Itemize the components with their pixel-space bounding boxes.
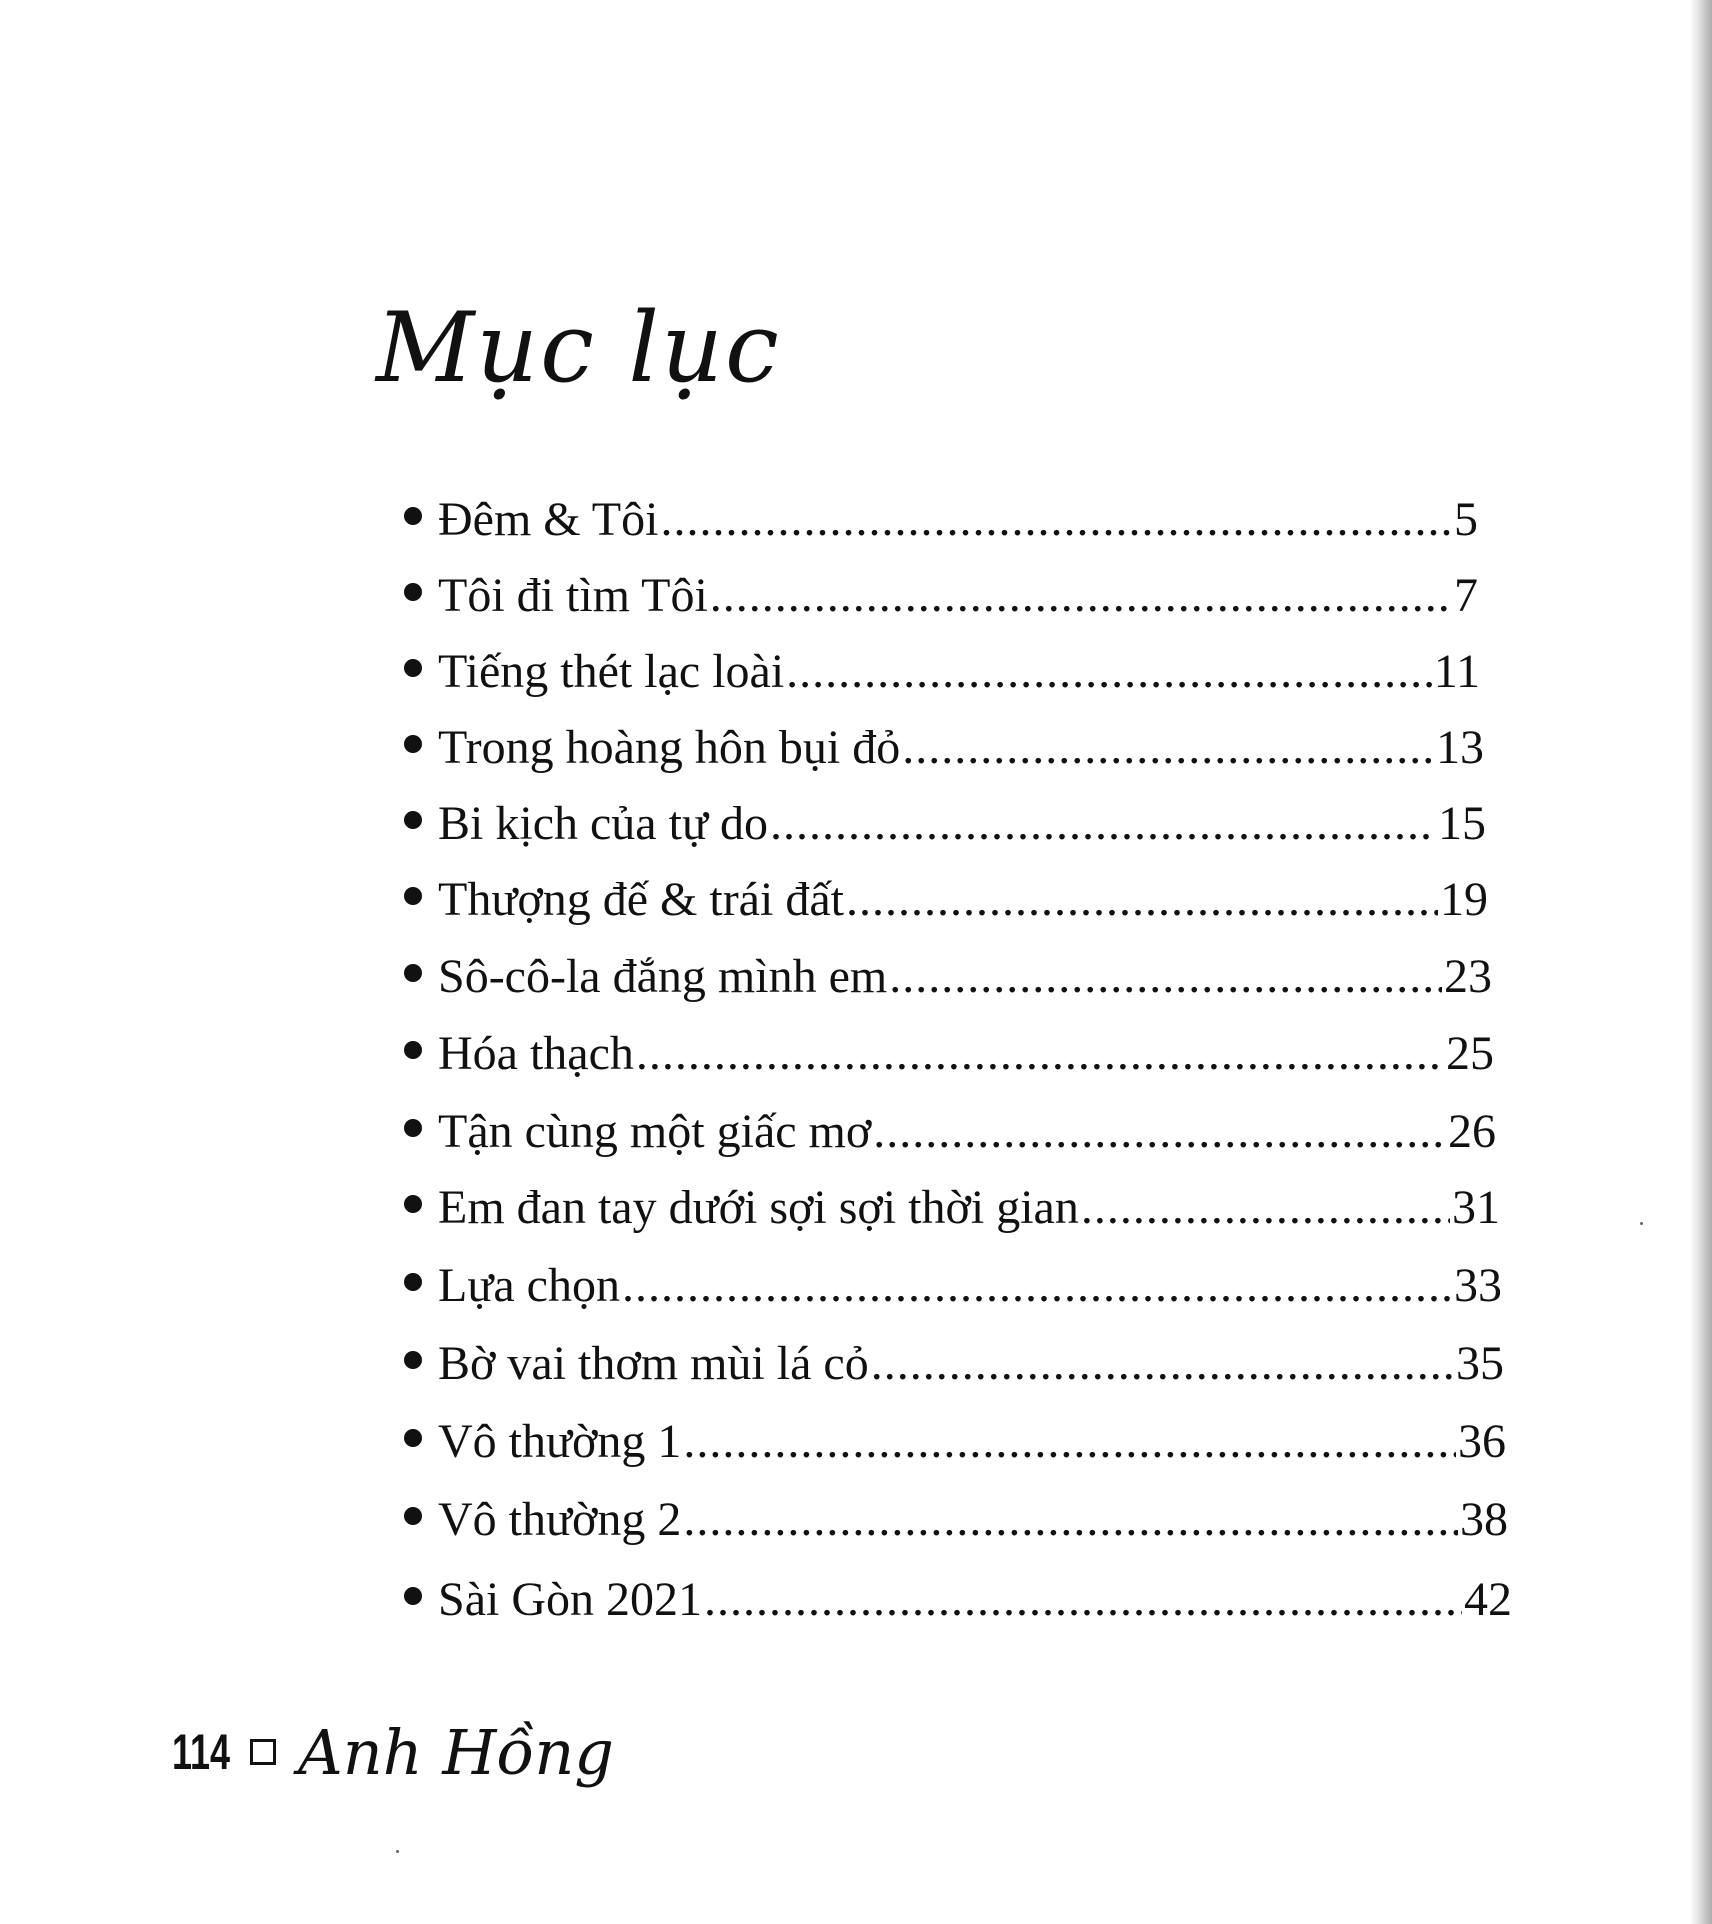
dot-leader [1081,1178,1450,1238]
toc-entry [404,642,1480,702]
toc-entry-title: Bờ vai thơm mùi lá cỏ [438,1337,869,1390]
toc-entry-page: 23 [1444,950,1492,1003]
toc-entry-title: Em đan tay dưới sợi sợi thời gian [438,1181,1079,1234]
toc-entry [404,1102,1496,1162]
toc-entry [404,794,1486,854]
bullet-icon [404,1587,422,1605]
toc-entry [404,1178,1500,1238]
bullet-icon [404,811,422,829]
toc-entry-title: Thượng đế & trái đất [438,873,844,926]
toc-entry-title: Sài Gòn 2021 [438,1573,702,1626]
toc-entry-title: Tận cùng một giấc mơ [438,1105,872,1158]
toc-entry [404,870,1488,930]
toc-entry [404,1570,1512,1630]
bullet-icon [404,1273,422,1291]
bullet-icon [404,1119,422,1137]
dust-speck [1640,1222,1643,1225]
toc-entry [404,1256,1502,1316]
toc-entry-title: Lựa chọn [438,1259,620,1312]
bullet-icon [404,1195,422,1213]
toc-entry-page: 19 [1440,873,1488,926]
page-footer [172,1712,614,1792]
toc-entry-page: 26 [1448,1105,1496,1158]
dot-leader [846,870,1438,930]
bullet-icon [404,507,422,525]
dot-leader [902,718,1434,778]
toc-entry-title: Tôi đi tìm Tôi [438,569,708,622]
toc-entry-title: Tiếng thét lạc loài [438,645,785,698]
toc-entry-page: 25 [1446,1027,1494,1080]
toc-entry-title: Sô-cô-la đắng mình em [438,950,888,1003]
toc-entry-page: 42 [1464,1573,1512,1626]
toc-entry-title: Trong hoàng hôn bụi đỏ [438,721,901,774]
toc-entry-page: 15 [1438,797,1486,850]
dot-leader [710,566,1452,626]
dot-leader [683,1412,1456,1472]
toc-entry [404,1490,1508,1550]
bullet-icon [404,887,422,905]
bullet-icon [404,1351,422,1369]
toc-entry [404,947,1492,1007]
toc-entry [404,1334,1504,1394]
square-icon [250,1739,276,1765]
page-edge-shadow [1690,0,1712,1924]
footer-author-name: Anh Hồng [298,1715,614,1789]
toc-entry-page: 13 [1436,721,1484,774]
toc-entry [404,490,1478,550]
dot-leader [889,947,1442,1007]
toc-entry-page: 33 [1454,1259,1502,1312]
toc-entry-page: 7 [1454,569,1478,622]
toc-entry-page: 5 [1454,493,1478,546]
toc-entry-title: Bi kịch của tự do [438,797,768,850]
bullet-icon [404,659,422,677]
bullet-icon [404,583,422,601]
footer-page-number: 114 [172,1724,231,1780]
bullet-icon [404,964,422,982]
toc-entry-title: Vô thường 1 [438,1415,682,1468]
dot-leader [871,1334,1454,1394]
dot-leader [660,490,1452,550]
dust-speck [396,1850,399,1853]
dot-leader [683,1490,1458,1550]
toc-entry [404,1024,1494,1084]
toc-entry-page: 35 [1456,1337,1504,1390]
page-title: Mục lục [376,292,781,404]
toc-entry-page: 11 [1433,645,1480,698]
bullet-icon [404,735,422,753]
toc-entry [404,1412,1506,1472]
dot-leader [786,642,1432,702]
dot-leader [704,1570,1462,1630]
toc-entry-title: Vô thường 2 [438,1493,682,1546]
dot-leader [770,794,1436,854]
toc-entry-title: Đêm & Tôi [438,493,659,546]
toc-entry [404,718,1484,778]
dot-leader [636,1024,1444,1084]
toc-entry-title: Hóa thạch [438,1027,634,1080]
bullet-icon [404,1041,422,1059]
bullet-icon [404,1429,422,1447]
bullet-icon [404,1507,422,1525]
dot-leader [622,1256,1452,1316]
toc-entry-page: 38 [1460,1493,1508,1546]
toc-entry-page: 31 [1452,1181,1500,1234]
toc-entry [404,566,1478,626]
toc-entry-page: 36 [1458,1415,1506,1468]
dot-leader [873,1102,1446,1162]
